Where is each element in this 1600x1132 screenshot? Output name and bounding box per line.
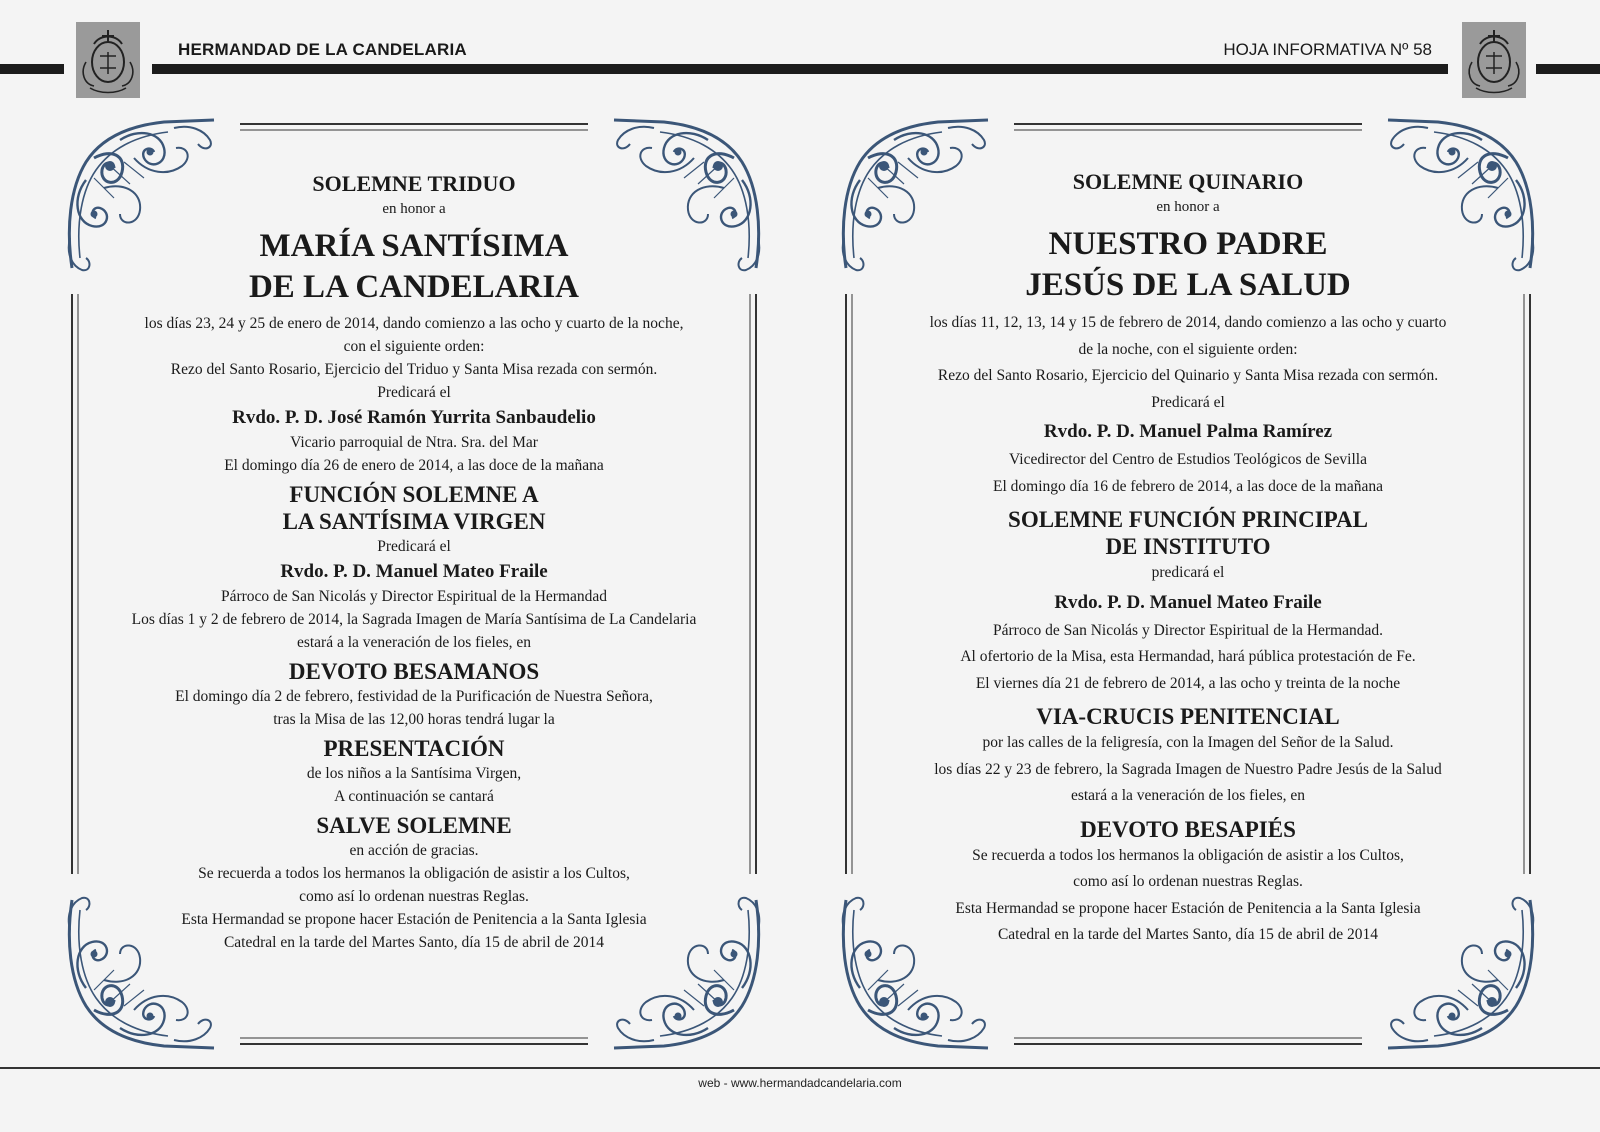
footer-rule [0,1067,1600,1069]
section-heading: SALVE SOLEMNE [316,813,512,838]
section-heading [104,481,724,535]
section-heading: VIA-CRUCIS PENITENCIAL [1036,704,1340,729]
text-line: de los niños a la Santísima Virgen, [306,765,522,782]
image-name-line1: NUESTRO PADRE [1048,226,1328,262]
triduo-announcement [64,118,764,1050]
text-line: Vicario parroquial de Ntra. Sra. del Mar [290,434,538,451]
preacher-name: Rvdo. P. D. José Ramón Yurrita Sanbaudelio [232,407,596,428]
quinario-text [878,168,1498,949]
quinario-announcement [838,118,1538,1050]
text-line: El domingo día 2 de febrero, festividad de la Purificación de Nuestra Señora, [175,688,653,705]
text-line: A continuación se cantará [334,788,494,805]
newsletter-number: HOJA INFORMATIVA Nº 58 [1223,40,1432,59]
text-line: Párroco de San Nicolás y Director Espiritual de la Hermandad. [993,621,1383,639]
text-line: Al ofertorio de la Misa, esta Hermandad, hará pública protestación de Fe. [960,648,1416,665]
cult-title: SOLEMNE TRIDUO [312,171,516,196]
text-line: con el siguiente orden: [343,338,485,355]
image-name-line2: JESÚS DE LA SALUD [1025,267,1351,303]
header-bar [152,64,1448,74]
text-line: como así lo ordenan nuestras Reglas. [1073,873,1303,890]
image-name-line2: DE LA CANDELARIA [248,269,580,305]
footer-website[interactable]: web - www.hermandadcandelaria.com [698,1076,902,1090]
image-name-line1: MARÍA SANTÍSIMA [259,228,569,264]
text-line: Predicará el [377,384,451,401]
honor-line: en honor a [1156,199,1220,215]
section-heading-line1: SOLEMNE FUNCIÓN PRINCIPAL [1008,507,1368,532]
text-line: Predicará el [377,538,451,555]
honor-line: en honor a [382,201,446,217]
section-heading: DEVOTO BESAMANOS [288,659,540,684]
header-bar-left-stub [0,64,64,74]
text-line: los días 23, 24 y 25 de enero de 2014, dando comienzo a las ocho y cuarto de la noche, [144,315,684,332]
text-line: de la noche, con el siguiente orden: [1078,340,1298,358]
text-line: Esta Hermandad se propone hacer Estación de Penitencia a la Santa Iglesia [955,899,1421,917]
text-line: por las calles de la feligresía, con la Imagen del Señor de la Salud. [982,734,1394,751]
text-line: los días 22 y 23 de febrero, la Sagrada Imagen de Nuestro Padre Jesús de la Salud [934,760,1442,778]
image-name [878,224,1498,306]
preacher-name: Rvdo. P. D. Manuel Palma Ramírez [1043,421,1333,442]
coat-of-arms-icon [1462,22,1526,98]
text-line: los días 11, 12, 13, 14 y 15 de febrero de 2014, dando comienzo a las ocho y cuarto [929,314,1447,331]
text-line: estará a la veneración de los fieles, en [1070,787,1306,804]
text-line: Vicedirector del Centro de Estudios Teológicos de Sevilla [1009,451,1367,468]
cult-title: SOLEMNE QUINARIO [1072,169,1304,194]
text-line: Párroco de San Nicolás y Director Espiritual de la Hermandad [220,588,608,605]
coat-of-arms-icon [76,22,140,98]
text-line: Rezo del Santo Rosario, Ejercicio del Quinario y Santa Misa rezada con sermón. [937,367,1439,384]
header-bar-right-stub [1536,64,1600,74]
text-line: Rezo del Santo Rosario, Ejercicio del Triduo y Santa Misa rezada con sermón. [170,361,658,378]
image-name [104,226,724,308]
brotherhood-emblem-left [76,22,140,98]
text-line: predicará el [1151,564,1225,581]
section-heading: DEVOTO BESAPIÉS [1080,816,1296,842]
section-heading-line2: DE INSTITUTO [1105,534,1271,559]
text-line: El domingo día 16 de febrero de 2014, a las doce de la mañana [993,477,1383,495]
text-line: como así lo ordenan nuestras Reglas. [299,888,529,905]
triduo-text [104,170,724,954]
section-heading [878,506,1498,560]
text-line: El viernes día 21 de febrero de 2014, a las ocho y treinta de la noche [975,674,1401,692]
section-heading-line2: LA SANTÍSIMA VIRGEN [282,509,546,534]
text-line: El domingo día 26 de enero de 2014, a las doce de la mañana [224,457,604,474]
text-line: Predicará el [1151,393,1225,411]
text-line: Se recuerda a todos los hermanos la obligación de asistir a los Cultos, [198,865,630,882]
preacher-name: Rvdo. P. D. Manuel Mateo Fraile [280,561,548,582]
text-line: estará a la veneración de los fieles, en [296,634,532,651]
brotherhood-name: HERMANDAD DE LA CANDELARIA [178,40,467,59]
text-line: en acción de gracias. [349,842,479,859]
text-line: Esta Hermandad se propone hacer Estación de Penitencia a la Santa Iglesia [181,911,647,928]
preacher-name: Rvdo. P. D. Manuel Mateo Fraile [1054,591,1322,613]
section-heading-line1: FUNCIÓN SOLEMNE A [289,482,539,507]
text-line: Catedral en la tarde del Martes Santo, día 15 de abril de 2014 [997,926,1379,943]
brotherhood-emblem-right [1462,22,1526,98]
section-heading: PRESENTACIÓN [323,736,505,761]
text-line: Los días 1 y 2 de febrero de 2014, la Sagrada Imagen de María Santísima de La Candelaria [131,611,697,628]
text-line: Se recuerda a todos los hermanos la obligación de asistir a los Cultos, [972,846,1404,864]
text-line: Catedral en la tarde del Martes Santo, día 15 de abril de 2014 [223,934,605,951]
text-line: tras la Misa de las 12,00 horas tendrá lugar la [273,711,555,728]
